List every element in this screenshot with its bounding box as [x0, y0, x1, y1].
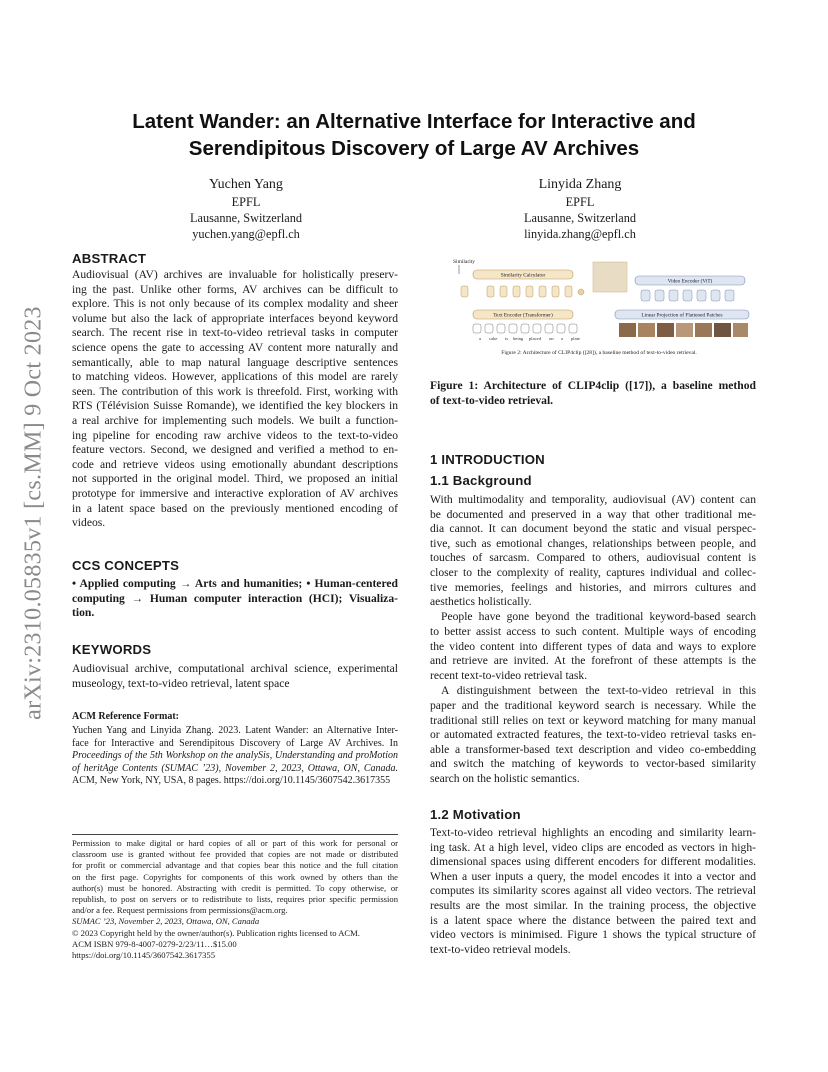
author-email: yuchen.yang@epfl.ch: [192, 227, 300, 241]
architecture-figure: [443, 256, 755, 356]
arxiv-stamp: [10, 278, 58, 748]
author-location: Lausanne, Switzerland: [190, 211, 302, 225]
text-line: on the first page. Copyrights for components of this work owned by others than the: [72, 871, 398, 882]
text-line: results are the most similar. In the training process, the objective: [430, 898, 756, 912]
intro-heading: 1 INTRODUCTION: [430, 452, 545, 467]
text-line: text-to-video retrieval models.: [430, 942, 571, 956]
title-line: Latent Wander: an Alternative Interface for Interactive and: [132, 110, 696, 133]
text-line: ing task. At a high level, video clips are encoded as vectors in high-: [430, 840, 756, 854]
svg-text:plate: plate: [571, 336, 580, 341]
fig-inner-caption: Figure 2: Architecture of CLIP4clip ([28]), a baseline method of text-to-video retrieval.: [501, 350, 697, 356]
background-heading: 1.1 Background: [430, 473, 532, 488]
text-line: semantically, able to map natural language descriptive sentences: [72, 355, 398, 369]
keywords-heading: KEYWORDS: [72, 642, 152, 657]
text-line: and retrieve are invited. At the forefront of these attempts is the: [430, 654, 756, 668]
paper-title: [80, 108, 748, 162]
text-line: museology, text-to-video retrieval, latent space: [72, 676, 290, 690]
text-line: computes its similarity scores against all video vectors. The retrieval: [430, 884, 756, 898]
text-line: Proceedings of the 5th Workshop on the analySis, Understanding and proMotion: [72, 750, 398, 762]
similarity-tokens: [487, 286, 572, 297]
text-line: science opens the gate to accessing AV content more naturally and: [72, 340, 398, 354]
author-affiliation: EPFL: [565, 195, 595, 209]
text-line: • Applied computing → Arts and humanities; • Human-centered: [72, 577, 398, 590]
text-line: closer to the complexity of reality, captures individual and collec-: [430, 565, 756, 579]
fig-label-text-encoder: Text Encoder (Transformer): [493, 312, 553, 319]
background-para-3: [441, 684, 756, 699]
fig-label-video-encoder: Video Encoder (ViT): [667, 278, 713, 285]
text-line: Yuchen Yang and Linyida Zhang. 2023. Latent Wander: an Alternative Inter-: [72, 725, 398, 736]
text-line: seen. The contribution of this work is threefold. First, working with: [72, 384, 398, 398]
text-line: search on the holistic semantics.: [430, 771, 580, 785]
text-line: not supported in the original model. Third, we proposed an initial: [72, 472, 398, 486]
svg-text:placed: placed: [529, 336, 541, 341]
text-line: to matching videos. However, applications of this model are rarely: [72, 370, 398, 384]
text-line: Audiovisual (AV) archives are invaluable for holistically preserv-: [72, 268, 398, 281]
fig-label-linear-proj: Linear Projection of Flattened Patches: [641, 312, 723, 319]
svg-text:cake: cake: [489, 336, 498, 341]
text-line: When a user inputs a query, the model encodes it into a vector and: [430, 869, 756, 883]
text-line: video vectors is minimised. Figure 1 shows the typical structure of: [430, 928, 756, 942]
frame-tokens: [641, 290, 734, 301]
text-line: face for Interactive and Serendipitous Discovery of Large AV Archives. In: [72, 737, 398, 749]
text-line: author(s) must be honored. Abstracting with credit is permitted. To copy otherwise, or: [72, 882, 398, 893]
author-affiliation: EPFL: [231, 195, 261, 209]
text-line: code and retrieve videos using emotionally abundant descriptions: [72, 457, 398, 471]
background-para-2: [441, 610, 756, 625]
author-email: linyida.zhang@epfl.ch: [524, 227, 636, 241]
svg-text:on: on: [549, 336, 554, 341]
text-line: paper and the traditional keyword search is necessary. While the: [430, 699, 756, 712]
word-tokens: [473, 324, 577, 333]
author-name: Linyida Zhang: [538, 177, 622, 192]
permission-notice: [72, 838, 398, 961]
text-line: and/or a fee. Request permissions from permissions@acm.org.: [72, 905, 288, 916]
footnote-rule: [72, 834, 398, 835]
text-line: computing → Human computer interaction (HCI); Visualiza-: [72, 591, 398, 605]
text-line: © 2023 Copyright held by the owner/author(s). Publication rights licensed to ACM.: [72, 927, 360, 938]
text-line: tion.: [72, 606, 95, 620]
text-line: prototype for immersive and interactive exploration of AV archives: [72, 486, 398, 500]
acm-ref-heading: ACM Reference Format:: [72, 711, 179, 722]
abstract-body: [72, 268, 398, 531]
text-line: RTS (Télévision Suisse Romande), we identified the key blockers in: [72, 399, 398, 413]
text-line: tive, such as emotional changes, relationships between people, and: [430, 536, 756, 550]
arxiv-id: arXiv:2310.05835v1 [cs.MM] 9 Oct 2023: [20, 306, 47, 720]
text-line: search. The recent rise in text-to-video retrieval tasks in computer: [72, 326, 398, 340]
svg-text:being: being: [513, 336, 524, 341]
text-line: Figure 1: Architecture of CLIP4clip ([17]), a baseline method: [430, 379, 756, 392]
text-line: able a transformer-based text description and video co-embedding: [430, 742, 756, 756]
text-line: People have gone beyond the traditional keyword-based search: [441, 610, 756, 623]
author-block: [126, 176, 366, 242]
abstract-heading: ABSTRACT: [72, 251, 147, 266]
text-line: republish, to post on servers or to redistribute to lists, requires prior specific permission: [72, 894, 398, 905]
text-line: ing the past. Unlike other forms, AV archives can be difficult to: [72, 282, 398, 296]
video-frame-thumbnails: [619, 323, 748, 337]
text-line: and switch the matching of keywords to vector-based similarity: [430, 757, 756, 771]
text-line: feature vectors. Second, we designed and verified a method to en-: [72, 443, 398, 457]
motivation-para: [430, 826, 756, 957]
text-line: classroom use is granted without fee provided that copies are not made or distributed: [72, 849, 398, 860]
text-line: Permission to make digital or hard copies of all or part of this work for personal or: [72, 838, 398, 848]
title-line: Serendipitous Discovery of Large AV Archives: [188, 137, 640, 160]
text-line: Text-to-video retrieval highlights an encoding and similarity learn-: [430, 826, 756, 839]
text-line: traditional still relies on text or keyword matching for many manual: [430, 713, 756, 727]
text-line: is a latent space where the distance between the paired text and: [430, 913, 756, 927]
text-line: SUMAC ’23, November 2, 2023, Ottawa, ON, Canada: [72, 916, 260, 927]
svg-text:a: a: [561, 336, 564, 341]
text-line: dimensional spaces using different encoders for different modalities.: [430, 855, 756, 869]
figure-caption: [430, 379, 756, 408]
acm-ref-body: [72, 725, 398, 788]
text-line: explore. This is not only because of its complex modality and sheer: [72, 297, 398, 311]
text-line: ACM ISBN 979-8-4007-0279-2/23/11…$15.00: [72, 938, 237, 949]
text-line: a real archive for implementing such models. We built a function-: [72, 413, 398, 427]
text-line: ing pipeline for encoding raw archive videos to the text-to-video: [72, 428, 398, 442]
text-line: to better assist access to such content. Multiple ways of encoding: [430, 625, 756, 638]
text-line: https://doi.org/10.1145/3607542.3617355: [72, 950, 215, 961]
fig-label-similarity: Similarity: [453, 259, 475, 265]
author-location: Lausanne, Switzerland: [524, 211, 636, 225]
svg-text:a: a: [479, 336, 482, 341]
text-line: videos.: [72, 516, 106, 530]
text-line: touches of sarcasm. Compared to others, audiovisual content is: [430, 551, 756, 565]
background-para-1: [430, 493, 756, 610]
ccs-heading: CCS CONCEPTS: [72, 558, 180, 573]
text-line: With multimodality and temporality, audiovisual (AV) content can: [430, 493, 756, 506]
text-line: tive memories, feelings and histories, and mirrors cultures and: [430, 580, 756, 594]
text-line: Audiovisual archive, computational archival science, experimental: [72, 662, 398, 675]
motivation-heading: 1.2 Motivation: [430, 807, 521, 822]
text-line: aesthetics holistically.: [430, 595, 532, 609]
author-block: [460, 176, 700, 242]
text-line: be documented and preserved in a way that other traditional me-: [430, 507, 756, 521]
text-line: of text-to-video retrieval.: [430, 393, 554, 407]
background-para-2-cont: [430, 625, 756, 683]
fig-label-similarity-calc: Similarity Calculator: [500, 272, 546, 279]
text-line: or automated extracted features, the text-to-video retrieval tasks en-: [430, 728, 756, 742]
text-line: recent text-to-video retrieval task.: [430, 668, 588, 682]
text-line: the video content into different types of data and ways to explore: [430, 639, 756, 653]
author-name: Yuchen Yang: [209, 177, 283, 192]
text-line: dia cannot. It can document beyond the static and visual perspec-: [430, 522, 756, 536]
text-line: in a latent space based on the previously mentioned encoding of: [72, 501, 398, 515]
text-line: volume but also the lack of appropriate interfaces beyond keyword: [72, 311, 398, 325]
text-line: of heritAge Contents (SUMAC ’23), November 2, 2023, Ottawa, ON, Canada.: [72, 762, 398, 774]
keywords-body: [72, 662, 398, 691]
ccs-body: [72, 577, 398, 621]
text-line: A distinguishment between the text-to-video retrieval in this: [441, 684, 756, 697]
text-line: for profit or commercial advantage and that copies bear this notice and the full citation: [72, 860, 398, 871]
word-labels: [479, 336, 580, 341]
architecture-diagram: [443, 256, 755, 356]
svg-text:is: is: [505, 336, 509, 341]
background-para-3-cont: [430, 699, 756, 787]
text-line: ACM, New York, NY, USA, 8 pages. https://doi.org/10.1145/3607542.3617355: [72, 775, 391, 787]
